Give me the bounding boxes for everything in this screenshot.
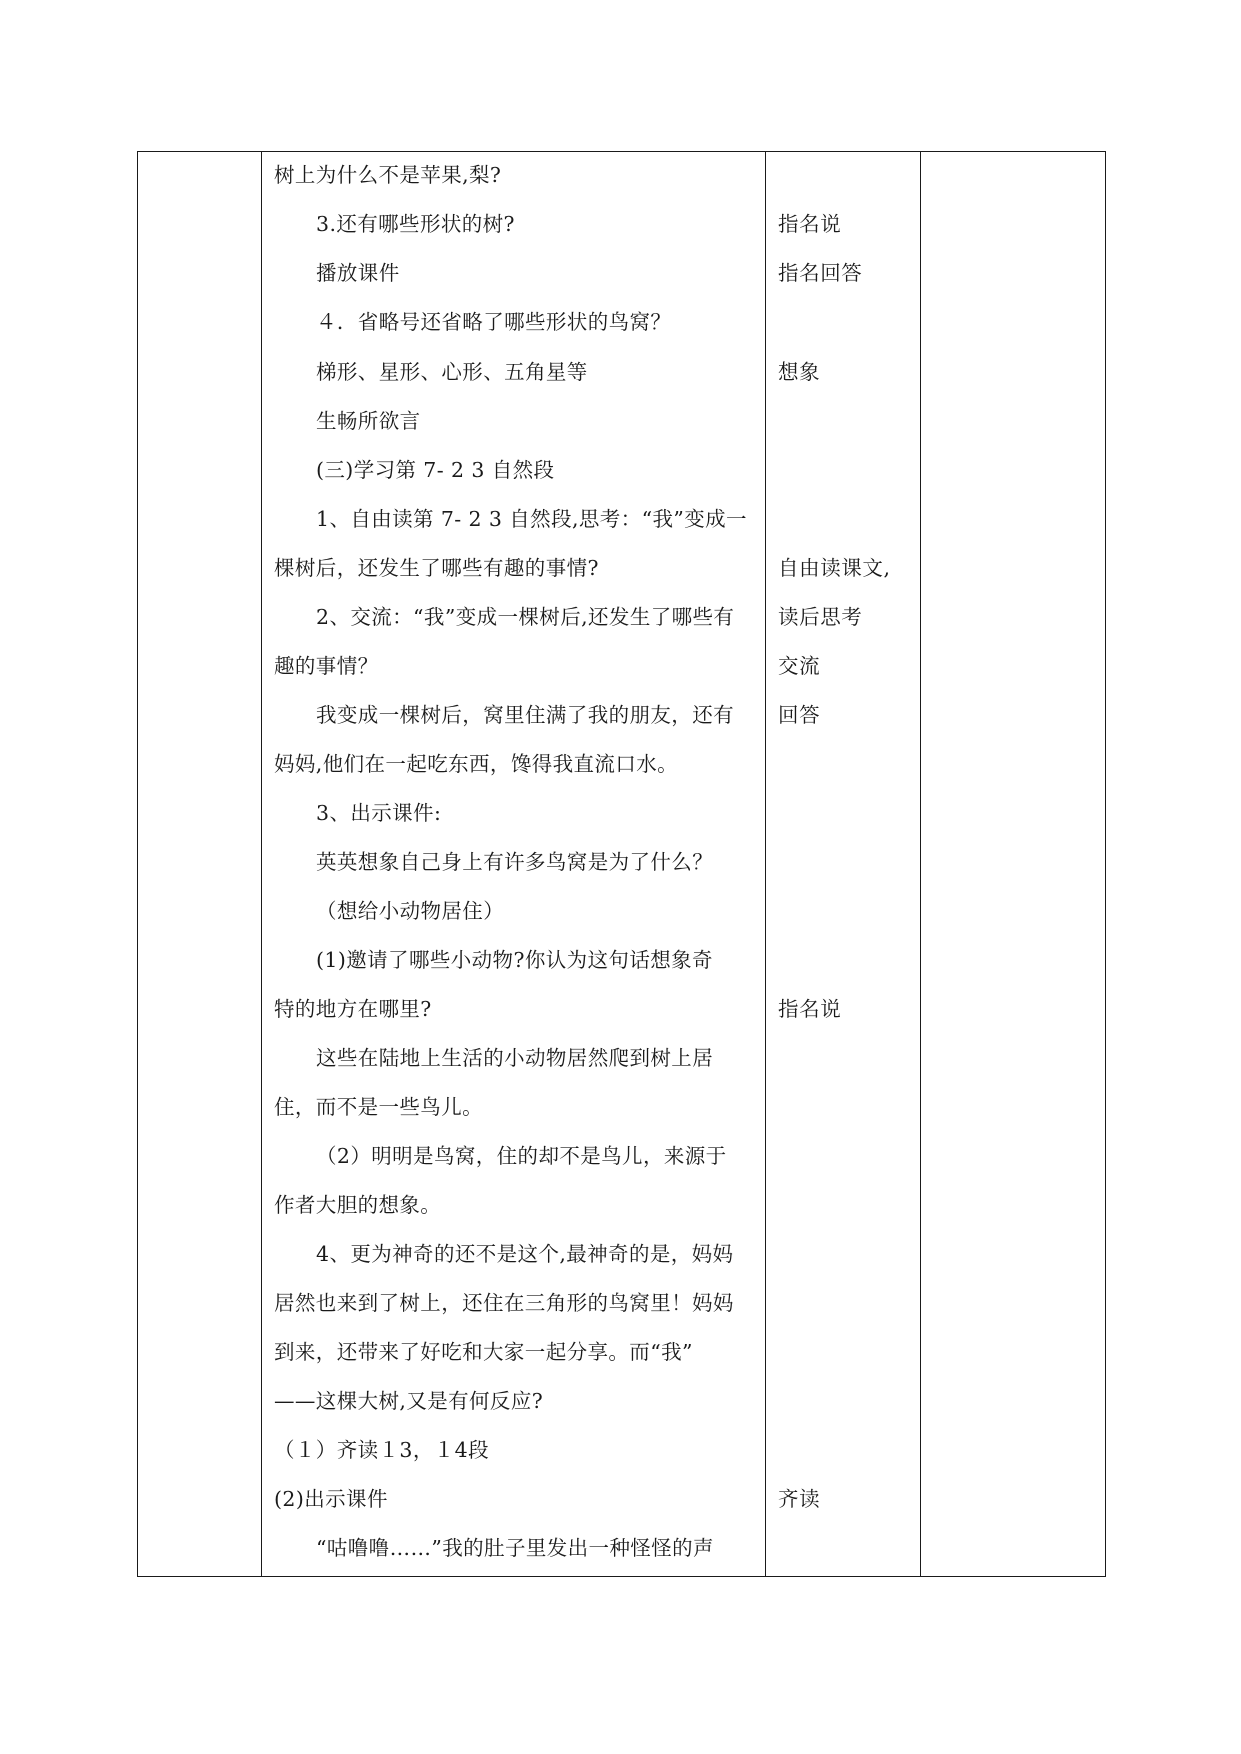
activity-line: 指名说 xyxy=(778,997,842,1021)
activity-line: 齐读 xyxy=(778,1487,821,1511)
content-line: （想给小动物居住） xyxy=(316,899,505,923)
content-line: “咕噜噜……”我的肚子里发出一种怪怪的声 xyxy=(316,1536,714,1560)
content-line: 特的地方在哪里? xyxy=(274,997,432,1021)
teaching-content-column xyxy=(262,152,766,1576)
content-line: 1、自由读第 7- 2 3 自然段,思考：“我”变成一 xyxy=(316,507,747,531)
activity-line: 指名说 xyxy=(778,212,842,236)
content-line: 梯形、星形、心形、五角星等 xyxy=(316,360,588,384)
content-line: 妈妈,他们在一起吃东西，馋得我直流口水。 xyxy=(274,752,679,776)
content-line: 趣的事情？ xyxy=(274,654,379,678)
content-line: 这些在陆地上生活的小动物居然爬到树上居 xyxy=(316,1046,714,1070)
content-line: ——这棵大树,又是有何反应? xyxy=(274,1389,544,1413)
content-line: 树上为什么不是苹果,梨? xyxy=(274,163,502,187)
content-line: ４．省略号还省略了哪些形状的鸟窝？ xyxy=(316,310,672,334)
content-line: (1)邀请了哪些小动物?你认为这句话想象奇 xyxy=(316,948,713,972)
content-line: 2、交流：“我”变成一棵树后,还发生了哪些有 xyxy=(316,605,735,629)
content-line: 播放课件 xyxy=(316,261,400,285)
content-line: 生畅所欲言 xyxy=(316,409,421,433)
activity-line: 读后思考 xyxy=(778,605,863,629)
lesson-table xyxy=(137,151,1106,1577)
content-line: 3、出示课件: xyxy=(316,801,442,825)
content-line: 4、更为神奇的还不是这个,最神奇的是，妈妈 xyxy=(316,1242,734,1266)
content-line: 作者大胆的想象。 xyxy=(274,1193,442,1217)
activity-line: 自由读课文, xyxy=(778,556,891,580)
content-line: (2)出示课件 xyxy=(274,1487,388,1511)
activity-line: 指名回答 xyxy=(778,261,863,285)
content-line: （１）齐读１3，１4段 xyxy=(274,1438,489,1462)
activity-line: 交流 xyxy=(778,654,821,678)
content-line: (三)学习第 7- 2 3 自然段 xyxy=(316,458,555,482)
content-line: 到来，还带来了好吃和大家一起分享。而“我” xyxy=(274,1340,693,1364)
content-line: 我变成一棵树后，窝里住满了我的朋友，还有 xyxy=(316,703,734,727)
student-activity-column xyxy=(766,152,921,1576)
activity-line: 回答 xyxy=(778,703,821,727)
content-line: （2）明明是鸟窝，住的却不是鸟儿，来源于 xyxy=(316,1144,727,1168)
content-line: 住，而不是一些鸟儿。 xyxy=(274,1095,483,1119)
content-line: 3.还有哪些形状的树? xyxy=(316,212,515,236)
content-line: 棵树后，还发生了哪些有趣的事情? xyxy=(274,556,599,580)
activity-line: 想象 xyxy=(778,360,821,384)
content-line: 居然也来到了树上，还住在三角形的鸟窝里！妈妈 xyxy=(274,1291,734,1315)
content-line: 英英想象自己身上有许多鸟窝是为了什么？ xyxy=(316,850,714,874)
